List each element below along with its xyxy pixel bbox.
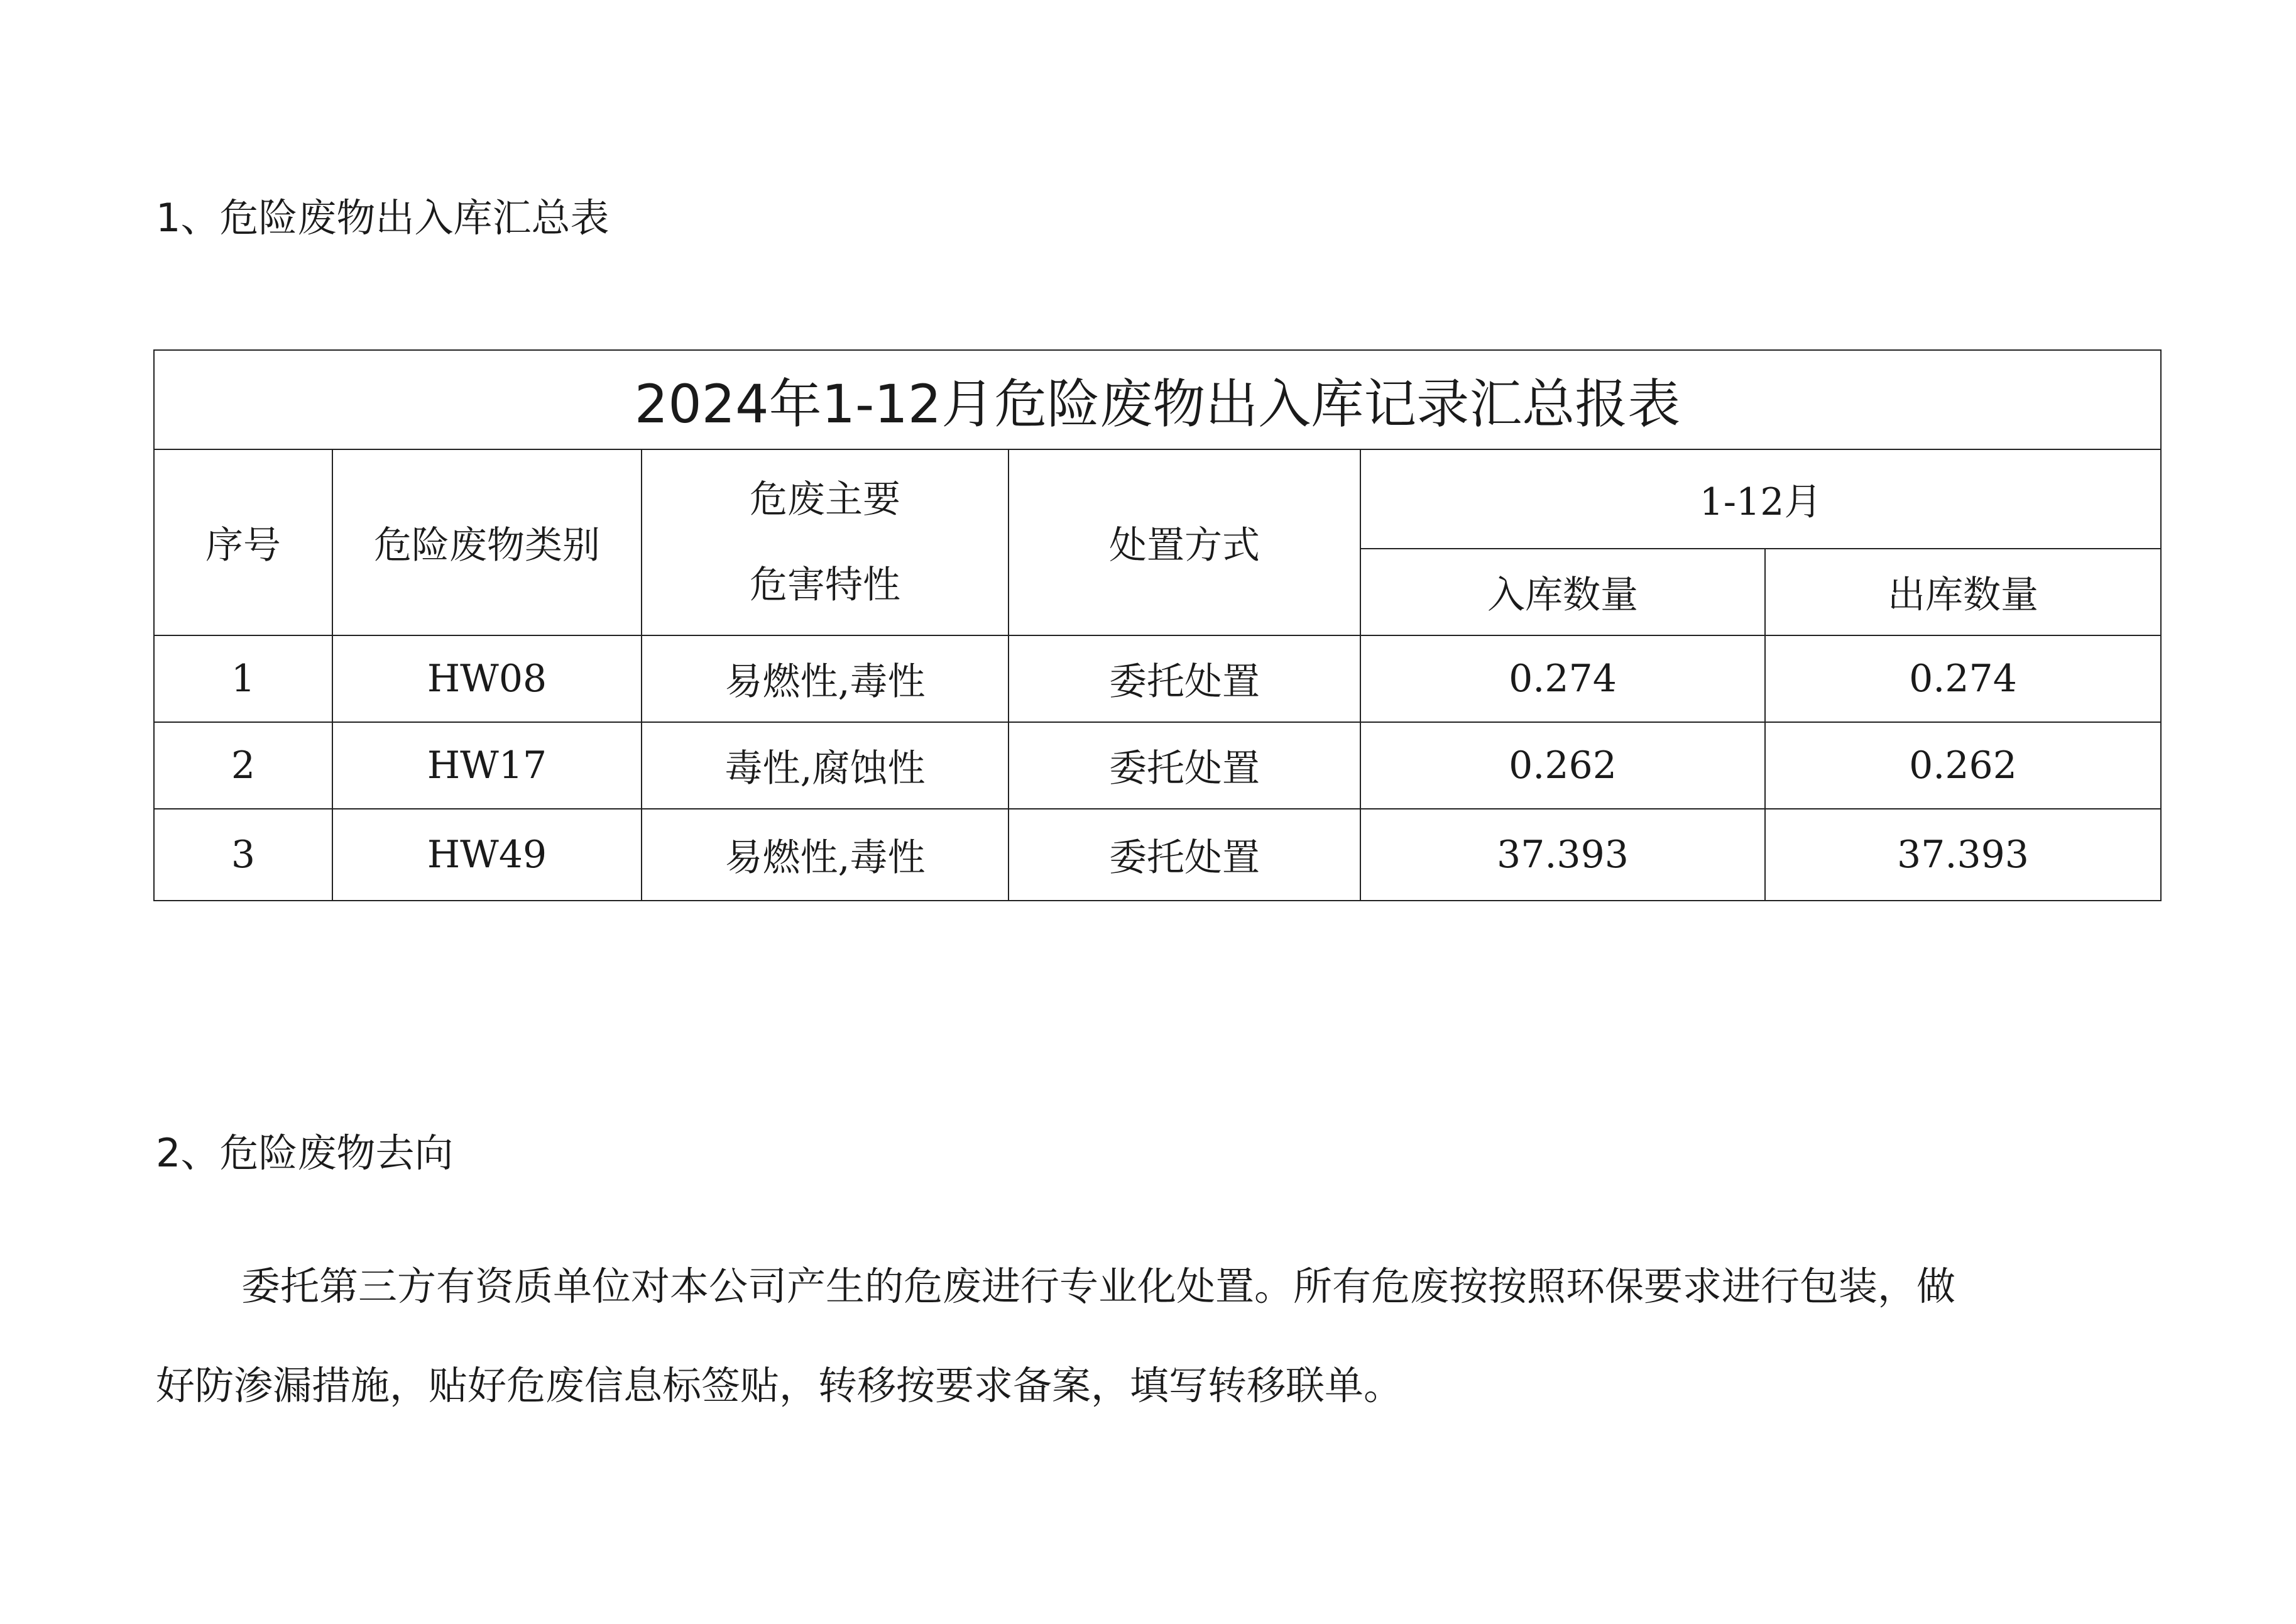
table-row [154, 635, 2161, 722]
cell-hazard: 易燃性,毒性 [642, 809, 1009, 901]
cell-in-qty: 0.262 [1360, 722, 1765, 809]
cell-disposal: 委托处置 [1009, 722, 1360, 809]
header-hazard-line2: 危害特性 [750, 563, 900, 607]
cell-disposal: 委托处置 [1009, 809, 1360, 901]
cell-out-qty: 0.274 [1765, 635, 2161, 722]
header-in-qty: 入库数量 [1360, 549, 1765, 635]
cell-out-qty: 0.262 [1765, 722, 2161, 809]
table-row [154, 809, 2161, 901]
table-title: 2024年1-12月危险废物出入库记录汇总报表 [154, 350, 2161, 449]
cell-disposal: 委托处置 [1009, 635, 1360, 722]
cell-in-qty: 0.274 [1360, 635, 1765, 722]
paragraph-line-1: 委托第三方有资质单位对本公司产生的危废进行专业化处置。所有危废按按照环保要求进行包装，做 [241, 1263, 1956, 1309]
waste-summary-table [153, 349, 2162, 901]
table-row [154, 722, 2161, 809]
header-out-qty: 出库数量 [1765, 549, 2161, 635]
cell-seq: 3 [154, 809, 332, 901]
cell-category: HW49 [332, 809, 642, 901]
section1-heading: 1、危险废物出入库汇总表 [156, 195, 610, 241]
cell-category: HW08 [332, 635, 642, 722]
header-period: 1-12月 [1360, 449, 2161, 549]
section2-heading: 2、危险废物去向 [156, 1130, 454, 1176]
cell-out-qty: 37.393 [1765, 809, 2161, 901]
cell-hazard: 易燃性,毒性 [642, 635, 1009, 722]
disposal-paragraph [156, 1237, 2163, 1435]
cell-hazard: 毒性,腐蚀性 [642, 722, 1009, 809]
cell-in-qty: 37.393 [1360, 809, 1765, 901]
cell-seq: 1 [154, 635, 332, 722]
header-category: 危险废物类别 [332, 449, 642, 635]
header-seq: 序号 [154, 449, 332, 635]
header-disposal: 处置方式 [1009, 449, 1360, 635]
paragraph-line-2: 好防渗漏措施，贴好危废信息标签贴，转移按要求备案，填写转移联单。 [156, 1363, 1403, 1408]
cell-seq: 2 [154, 722, 332, 809]
cell-category: HW17 [332, 722, 642, 809]
header-hazard [642, 449, 1009, 635]
header-hazard-line1: 危废主要 [750, 478, 900, 522]
